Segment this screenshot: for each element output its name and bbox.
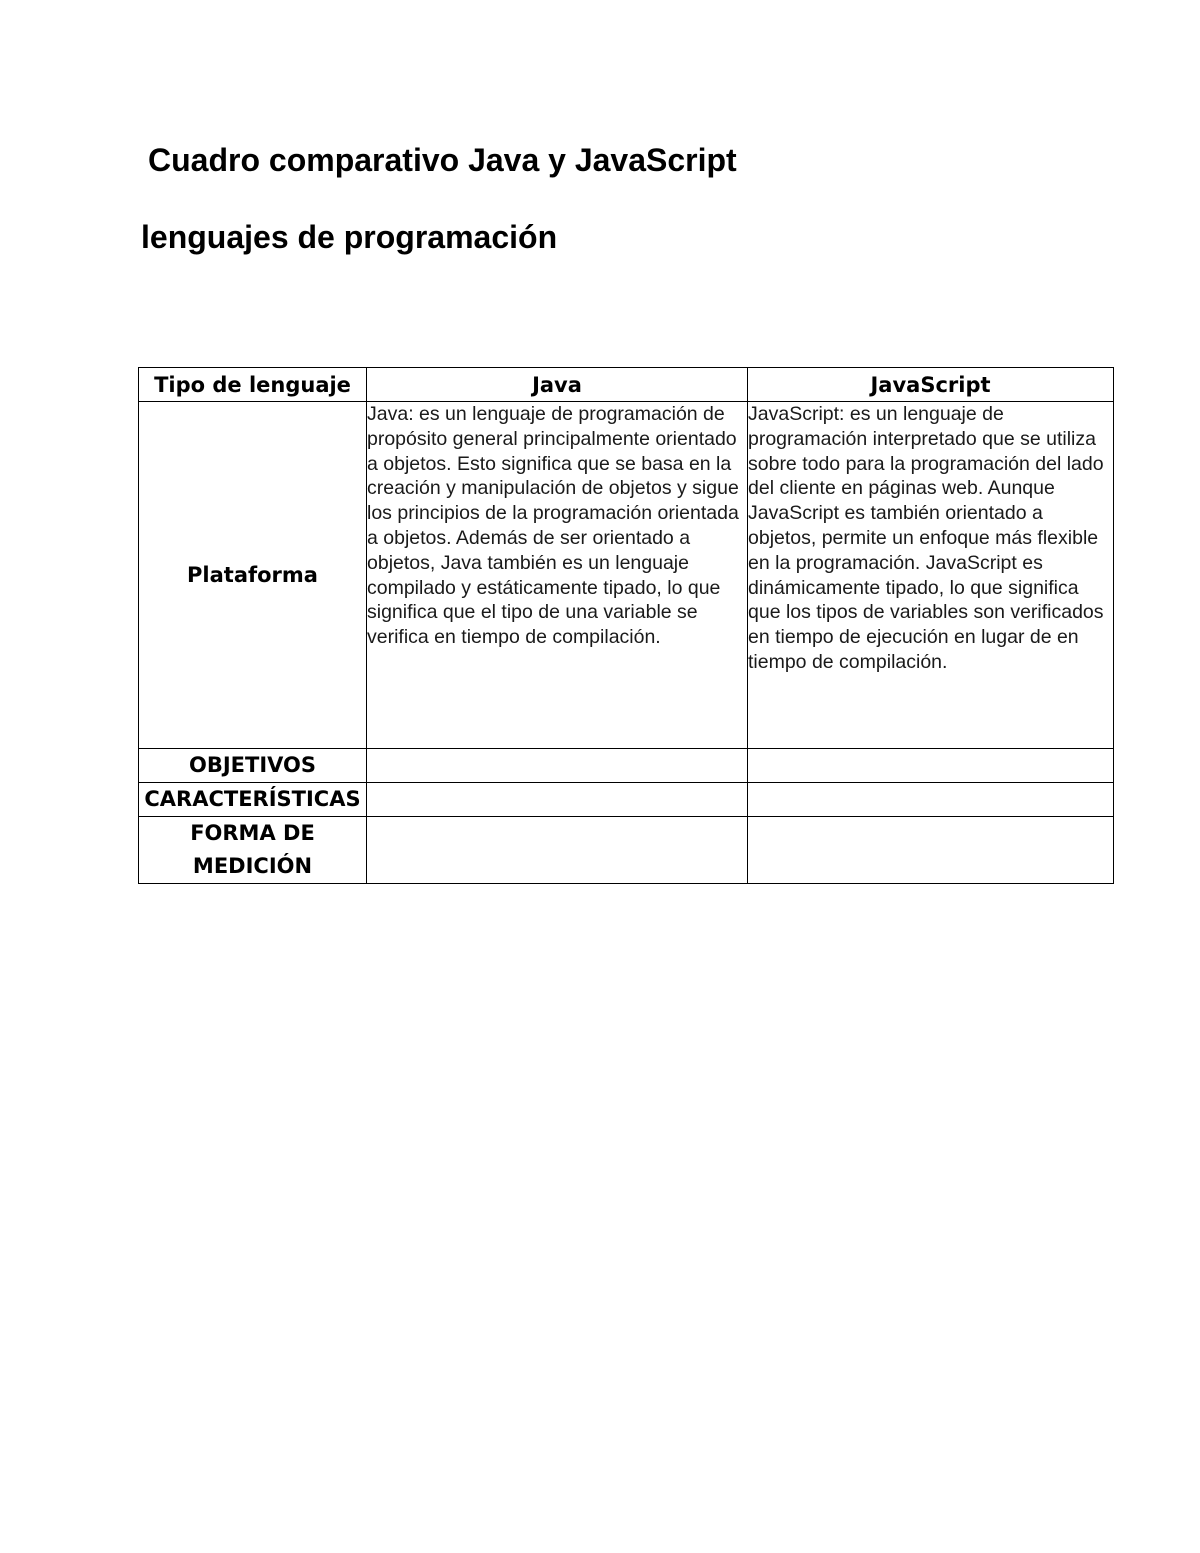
row-label-plataforma: Plataforma [139, 402, 367, 749]
cell-java-plataforma: Java: es un lenguaje de programación de propósito general principalmente orientado a objetos. Esto significa que se basa en la creación y manipulación de objetos y sigue los principios de la programación orientada a objetos. Además de ser orientado a objetos, Java también es un lenguaje compilado y estáticamente tipado, lo que significa que el tipo de una variable se verifica en tiempo de compilación. [367, 402, 748, 749]
comparison-table [138, 367, 1114, 884]
cell-javascript-forma-de-medicion [748, 817, 1114, 884]
row-label-caracteristicas: CARACTERÍSTICAS [139, 783, 367, 817]
cell-java-objetivos [367, 749, 748, 783]
cell-javascript-caracteristicas [748, 783, 1114, 817]
table-row [139, 817, 1114, 884]
table-row [139, 402, 1114, 749]
cell-java-caracteristicas [367, 783, 748, 817]
table-header-row [139, 368, 1114, 402]
row-label-forma-de-medicion: FORMA DE MEDICIÓN [139, 817, 367, 884]
table-row [139, 783, 1114, 817]
document-subtitle: lenguajes de programación [141, 219, 558, 255]
header-tipo-de-lenguaje: Tipo de lenguaje [139, 368, 367, 402]
cell-javascript-plataforma: JavaScript: es un lenguaje de programación interpretado que se utiliza sobre todo para la programación del lado del cliente en páginas web. Aunque JavaScript es también orientado a objetos, permite un enfoque más flexible en la programación. JavaScript es dinámicamente tipado, lo que significa que los tipos de variables son verificados en tiempo de ejecución en lugar de en tiempo de compilación. [748, 402, 1114, 749]
row-label-objetivos: OBJETIVOS [139, 749, 367, 783]
cell-java-forma-de-medicion [367, 817, 748, 884]
header-javascript: JavaScript [748, 368, 1114, 402]
header-java: Java [367, 368, 748, 402]
cell-javascript-objetivos [748, 749, 1114, 783]
document-title: Cuadro comparativo Java y JavaScript [148, 142, 737, 178]
table-row [139, 749, 1114, 783]
